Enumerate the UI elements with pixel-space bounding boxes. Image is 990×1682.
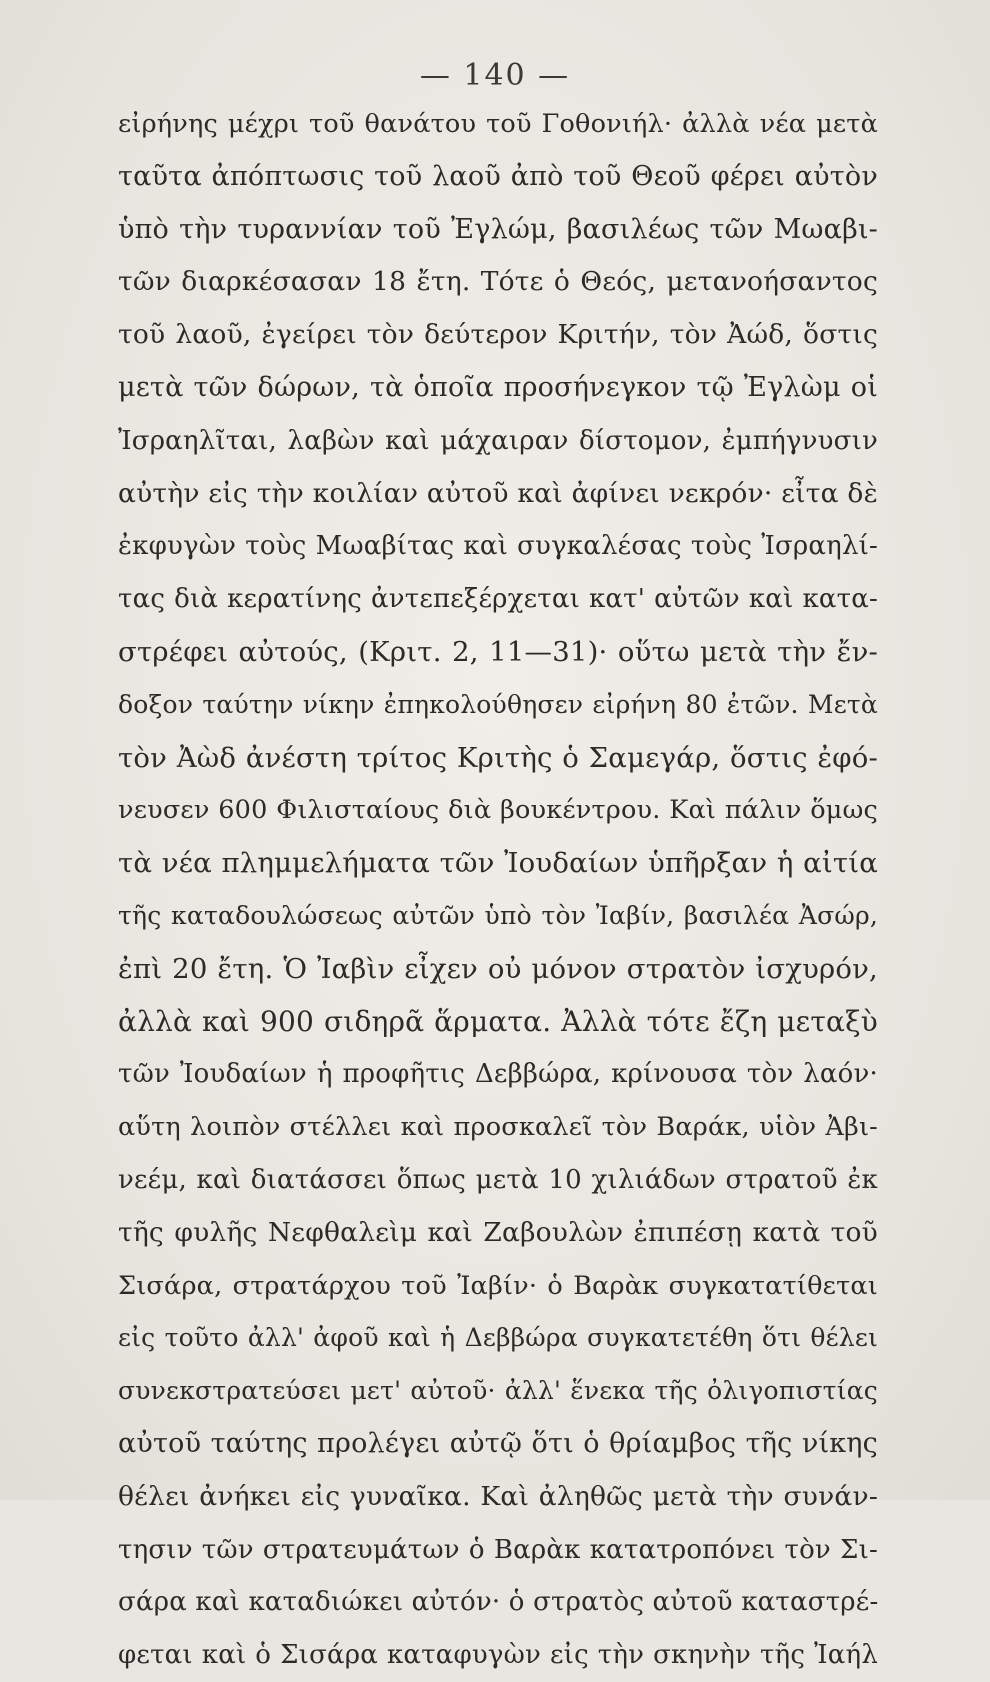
text-line: Ἰσραηλῖται, λαβὼν καὶ μάχαιραν δίστομον, ἐμπήγνυσιν <box>118 425 878 456</box>
text-line: φεται καὶ ὁ Σισάρα καταφυγὼν εἰς τὴν σκηνὴν τῆς Ἰαήλ <box>118 1640 878 1671</box>
text-line: τῶν Ἰουδαίων ἡ προφῆτις Δεββώρα, κρίνουσα τὸν λαόν· <box>118 1059 878 1090</box>
text-line: ἀλλὰ καὶ 900 σιδηρᾶ ἅρματα. Ἀλλὰ τότε ἔζη μεταξὺ <box>118 1004 878 1038</box>
text-line: ἐκφυγὼν τοὺς Μωαβίτας καὶ συγκαλέσας τοὺς Ἰσραηλί- <box>118 531 878 562</box>
text-line: τῶν διαρκέσασαν 18 ἔτη. Τότε ὁ Θεός, μετανοήσαντος <box>118 266 878 298</box>
text-line: δοξον ταύτην νίκην ἐπηκολούθησεν εἰρήνη 80 ἐτῶν. Μετὰ <box>118 689 878 719</box>
text-line: τησιν τῶν στρατευμάτων ὁ Βαρὰκ κατατροπόνει τὸν Σι- <box>118 1534 878 1565</box>
text-line: νευσεν 600 Φιλισταίους διὰ βουκέντρου. Καὶ πάλιν ὅμως <box>118 795 878 826</box>
text-line: ὑπὸ τὴν τυραννίαν τοῦ Ἐγλώμ, βασιλέως τῶν Μωαβι- <box>118 213 878 245</box>
text-line: εἰς τοῦτο ἀλλ' ἀφοῦ καὶ ἡ Δεββώρα συγκατετέθη ὅτι θέλει <box>118 1323 878 1353</box>
text-line: αὐτοῦ ταύτης προλέγει αὐτῷ ὅτι ὁ θρίαμβος τῆς νίκης <box>118 1427 878 1459</box>
text-line: θέλει ἀνήκει εἰς γυναῖκα. Καὶ ἀληθῶς μετὰ τὴν συνάν- <box>118 1480 878 1512</box>
text-line: τὰ νέα πλημμελήματα τῶν Ἰουδαίων ὑπῆρξαν ἡ αἰτία <box>118 847 878 880</box>
text-line: τῆς φυλῆς Νεφθαλεὶμ καὶ Ζαβουλὼν ἐπιπέσῃ κατὰ τοῦ <box>118 1216 878 1248</box>
text-line: εἰρήνης μέχρι τοῦ θανάτου τοῦ Γοθονιήλ· ἀλλὰ νέα μετὰ <box>118 109 878 139</box>
text-line: ἐπὶ 20 ἔτη. Ὁ Ἰαβὶν εἶχεν οὐ μόνον στρατὸν ἰσχυρόν, <box>118 952 878 985</box>
text-line: συνεκστρατεύσει μετ' αὐτοῦ· ἀλλ' ἕνεκα τῆς ὀλιγοπιστίας <box>118 1376 878 1406</box>
text-line: τῆς καταδουλώσεως αὐτῶν ὑπὸ τὸν Ἰαβίν, βασιλέα Ἀσώρ, <box>118 900 878 930</box>
text-line: τοῦ λαοῦ, ἐγείρει τὸν δεύτερον Κριτήν, τὸν Ἀώδ, ὅστις <box>118 319 878 351</box>
text-line: αὐτὴν εἰς τὴν κοιλίαν αὐτοῦ καὶ ἀφίνει νεκρόν· εἶτα δὲ <box>118 477 878 509</box>
text-line: μετὰ τῶν δώρων, τὰ ὁποῖα προσήνεγκον τῷ Ἐγλὼμ οἱ <box>118 371 878 403</box>
text-line: σάρα καὶ καταδιώκει αὐτόν· ὁ στρατὸς αὐτοῦ καταστρέ- <box>118 1587 878 1618</box>
text-line: ταῦτα ἀπόπτωσις τοῦ λαοῦ ἀπὸ τοῦ Θεοῦ φέρει αὐτὸν <box>118 160 878 192</box>
text-line: τὸν Ἀὼδ ἀνέστη τρίτος Κριτὴς ὁ Σαμεγάρ, ὅστις ἐφό- <box>118 741 878 774</box>
page-number: — 140 — <box>419 58 571 93</box>
text-line: στρέφει αὐτούς, (Κριτ. 2, 11—31)· οὕτω μετὰ τὴν ἔν- <box>118 635 878 668</box>
text-line: αὕτη λοιπὸν στέλλει καὶ προσκαλεῖ τὸν Βαράκ, υἱὸν Ἀβι- <box>118 1112 878 1143</box>
body-text <box>118 98 878 1682</box>
text-line: Σισάρα, στρατάρχου τοῦ Ἰαβίν· ὁ Βαρὰκ συγκατατίθεται <box>118 1270 878 1301</box>
text-line: τας διὰ κερατίνης ἀντεπεξέρχεται κατ' αὐτῶν καὶ κατα- <box>118 584 878 615</box>
text-line: νεέμ, καὶ διατάσσει ὅπως μετὰ 10 χιλιάδων στρατοῦ ἐκ <box>118 1164 878 1195</box>
